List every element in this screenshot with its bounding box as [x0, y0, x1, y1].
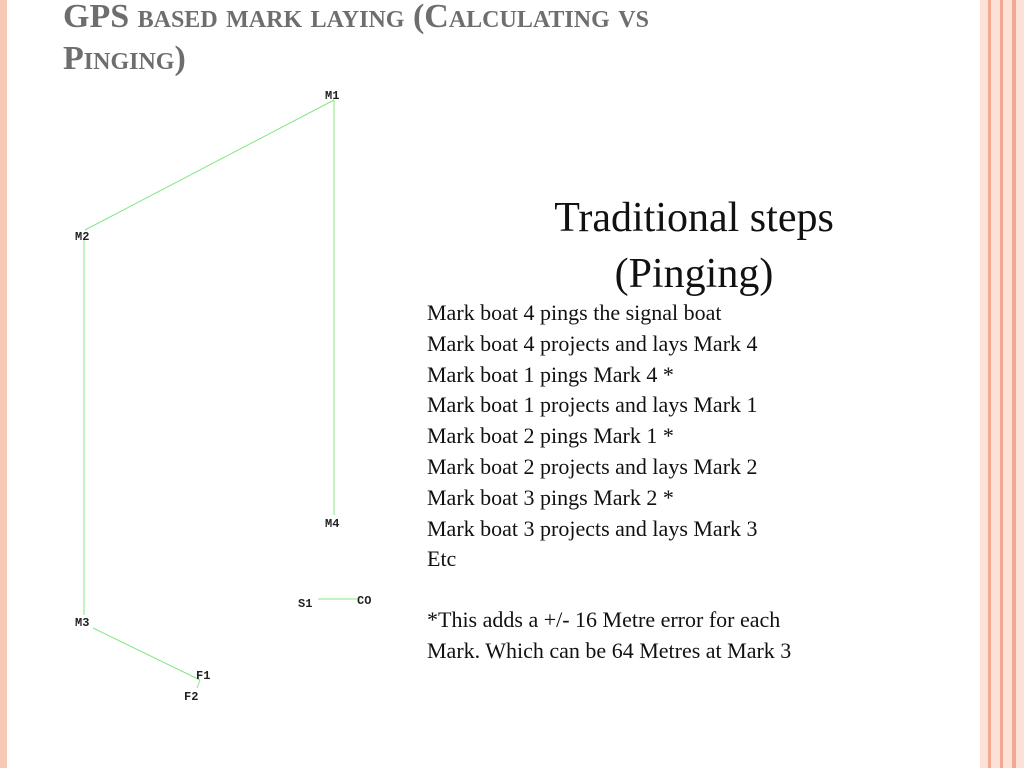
error-note-line-2: Mark. Which can be 64 Metres at Mark 3 — [427, 638, 792, 663]
mark-label-s1: S1 — [298, 597, 313, 611]
step-item: Mark boat 2 pings Mark 1 * — [427, 423, 674, 449]
line-m1-m2 — [85, 100, 334, 230]
mark-label-f1: F1 — [196, 669, 211, 683]
mark-label-m4: M4 — [325, 517, 340, 531]
step-item: Mark boat 1 projects and lays Mark 1 — [427, 392, 758, 418]
mark-labels — [75, 89, 371, 704]
step-item: Mark boat 4 projects and lays Mark 4 — [427, 330, 758, 356]
steps-heading-line-2: (Pinging) — [614, 251, 774, 297]
mark-label-f2: F2 — [184, 690, 199, 704]
slide-title-line-1: GPS based mark laying (Calculating vs — [63, 0, 649, 35]
step-item: Etc — [427, 546, 457, 572]
slide-title-line-2: Pinging) — [63, 40, 186, 77]
course-diagram — [0, 0, 420, 768]
step-item: Mark boat 3 projects and lays Mark 3 — [427, 515, 758, 541]
steps-list — [427, 298, 882, 575]
steps-heading — [486, 190, 902, 302]
course-lines — [84, 100, 357, 688]
step-item: Mark boat 3 pings Mark 2 * — [427, 484, 674, 510]
error-note-line-1: *This adds a +/- 16 Metre error for each — [427, 607, 781, 632]
steps-heading-line-1: Traditional steps — [554, 195, 834, 241]
mark-label-m2: M2 — [75, 230, 90, 244]
mark-label-m3: M3 — [75, 616, 90, 630]
right-stripe-decoration — [980, 0, 1024, 768]
line-m3-f1 — [93, 628, 200, 680]
step-item: Mark boat 4 pings the signal boat — [427, 300, 722, 325]
step-item: Mark boat 2 projects and lays Mark 2 — [427, 453, 758, 479]
step-item: Mark boat 1 pings Mark 4 * — [427, 361, 674, 387]
mark-label-m1: M1 — [325, 89, 340, 103]
mark-label-co: CO — [357, 594, 372, 608]
